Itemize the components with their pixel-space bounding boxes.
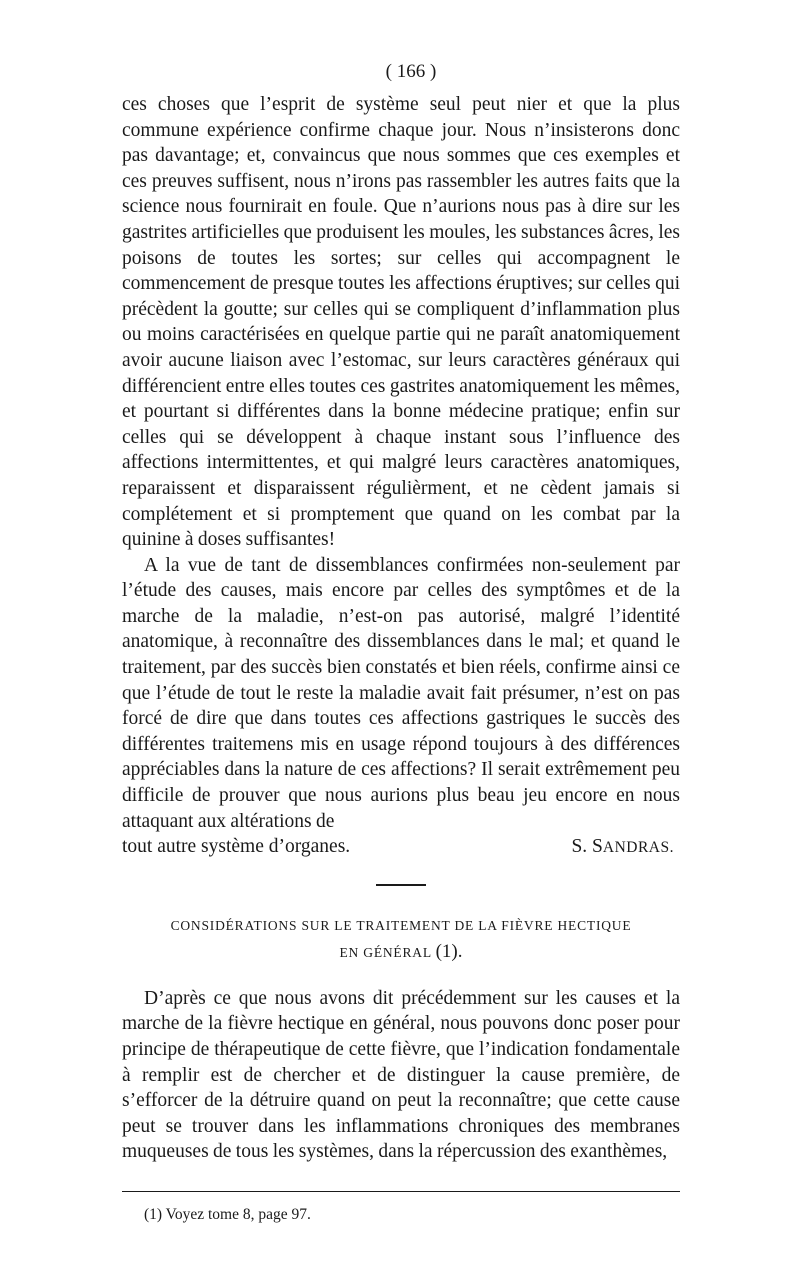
author-signature — [571, 834, 674, 861]
section-title-line-1: CONSIDÉRATIONS SUR LE TRAITEMENT DE LA FIÈVRE HECTIQUE — [170, 917, 632, 933]
section-title — [122, 913, 680, 966]
paragraph-2-closing-text: tout autre système d’organes. — [122, 836, 351, 858]
section-title-line-2 — [122, 939, 680, 966]
paragraph-2-last-line — [122, 834, 680, 861]
paragraph-2: A la vue de tant de dissemblances confirmées non-seulement par l’étude des causes, mais encore par celles des symptômes et de la marche de la maladie, n’est-on pas autorisé, malgré l’identité anatomique, à reconnaître des dissemblances dans le mal; et quand le traitement, par des succès bien constatés et bien réels, confirme ainsi ce que l’étude de tout le reste la maladie avait fait présumer, n’est on pas forcé de dire que dans toutes ces affections gastriques le succès des différentes traitemens mis en usage répond toujours à des différences appréciables dans la nature de ces affections? Il serait extrêmement peu difficile de prouver que nous aurions plus beau jeu encore en nous attaquant aux altérations de — [122, 554, 680, 832]
paragraph-3: D’après ce que nous avons dit précédemment sur les causes et la marche de la fièvre hectique en général, nous pouvons donc poser pour principe de thérapeutique de cette fièvre, que l’indication fondamentale à remplir est de chercher et de distinguer la cause première, de s’efforcer de la détruire quand on peut la reconnaître; que cette cause peut se trouver dans les inflammations chroniques des membranes muqueuses de tous les systèmes, dans la répercussion des exanthèmes, — [122, 987, 680, 1163]
footnote-reference: (1). — [435, 940, 463, 962]
footnote: (1) Voyez tome 8, page 97. — [144, 1205, 311, 1223]
paragraph-1: ces choses que l’esprit de système seul peut nier et que la plus commune expérience confirme chaque jour. Nous n’insisterons donc pas davantage; et, convaincus que nous sommes que ces exemples et ces preuves suffisent, nous n’irons pas rassembler les autres faits que la science nous fournirait en foule. Que n’aurions nous pas à dire sur les gastrites artificielles que produisent les moules, les substances âcres, les poisons de toutes les sortes; sur celles qui accompagnent le commencement de presque toutes les affections éruptives; sur celles qui précèdent la goutte; sur celles qui se compliquent d’inflammation plus ou moins caractérisées en quelque partie qui ne paraît anatomiquement avoir aucune liaison avec l’estomac, sur leurs caractères généraux qui différencient entre elles toutes ces gastrites anatomiquement les mêmes, et pourtant si différentes dans la bonne médecine pratique; enfin sur celles qui se développent à chaque instant sous l’influence des affections intermittentes, et qui malgré leurs caractères anatomiques, reparaissent et disparaissent régulièrment, et ne cèdent jamais si complétement et si promptement que quand on les combat par la quinine à doses suffisantes! — [122, 94, 680, 551]
page-number: ( 166 ) — [385, 61, 437, 82]
signature-surname: ANDRAS. — [602, 839, 674, 857]
document-page — [122, 58, 680, 1226]
section-title-line-2-text: EN GÉNÉRAL — [339, 944, 432, 960]
signature-initial: S. S — [571, 836, 603, 858]
section-divider — [376, 884, 426, 886]
footnote-divider — [122, 1191, 680, 1192]
